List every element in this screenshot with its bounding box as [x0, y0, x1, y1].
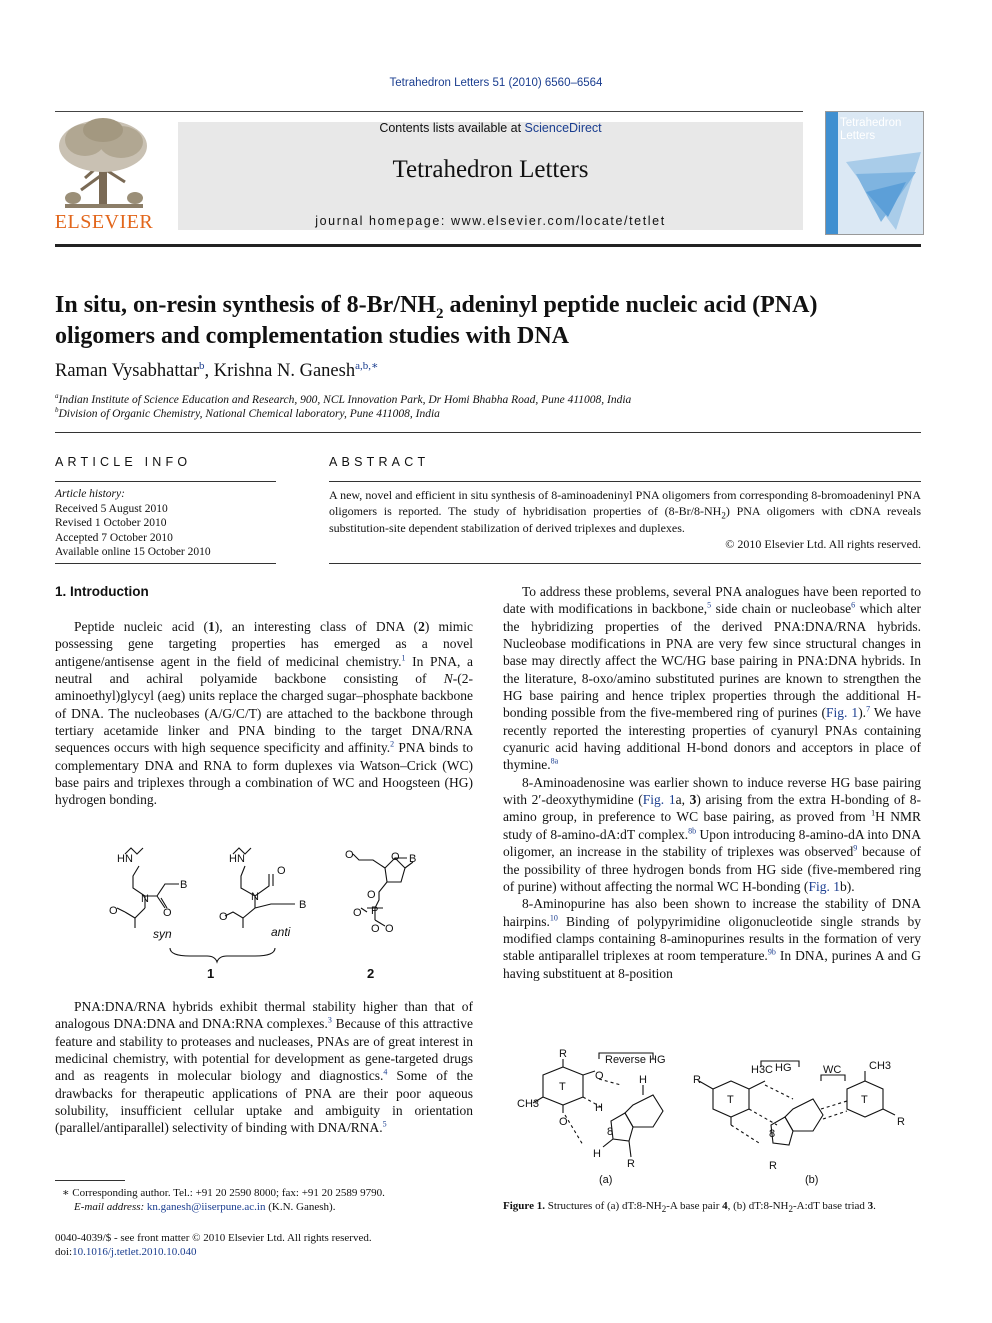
author-affiliation-ref[interactable]: a,b,∗	[355, 359, 379, 372]
figure-atom: H3C	[751, 1064, 774, 1076]
figure-atom: T	[727, 1094, 734, 1106]
figure-ref[interactable]: Fig. 1	[808, 878, 840, 894]
figure-atom: R	[693, 1074, 701, 1086]
citation-ref[interactable]: 8b	[688, 826, 697, 836]
citation-ref[interactable]: 9	[853, 843, 858, 853]
compound-number: 2	[367, 966, 375, 981]
citation-ref[interactable]: 5	[382, 1119, 387, 1129]
author-name: Raman Vysabhattar	[55, 361, 200, 381]
pna-dna-structures-icon	[95, 828, 435, 988]
scheme-label-syn: syn	[153, 927, 172, 941]
scheme-atom: O	[385, 923, 394, 935]
journal-homepage[interactable]: journal homepage: www.elsevier.com/locate/tetlet	[315, 214, 666, 228]
scheme-atom: N	[251, 891, 259, 903]
section-heading: 1. Introduction	[55, 584, 149, 599]
citation-ref[interactable]: 4	[383, 1067, 388, 1077]
scheme-atom: O	[353, 907, 362, 919]
citation-ref[interactable]: 5	[707, 600, 712, 610]
figure-ref[interactable]: Fig. 1	[642, 792, 676, 808]
citation-ref[interactable]: 10	[549, 913, 558, 923]
article-title: In situ, on-resin synthesis of $8-Br/NH_2$ adeninyl peptide nucleic acid (PNA) oligomers and complementation studies with DNA	[55, 292, 818, 349]
scheme-atom: O	[163, 907, 172, 919]
scheme-atom: N	[141, 893, 149, 905]
figure-atom: H	[595, 1102, 603, 1114]
affiliation-a: $^a$Indian Institute of Science Education and Research, 900, NCL Innovation Park, Dr Homi Bhabha Road, Pune 411008, India	[55, 392, 632, 406]
body-paragraphs: To address these problems, several PNA analogues have been reported to date with modifications in backbone,$^5$ side chain or nucleobase$^6$ which alter the hybridizing properties of the derived PNA:DNA/RNA hybrids. Nucleobase modifications in PNA are very few since structural changes in base may directly affect the WC/HG base pairing in PNA:DNA hybrids. In the literature, 8-oxo/amino substituted purines are known to strengthen the HG base pairing and hence triplex properties through the additional H-bonding possible from the five-membered ring of purines (Fig. 1).$^7$ We have recently reported the interesting properties of cyanuryl PNAs containing cyanuric acid having additional H-bond donors and acceptors in place of thymine.$^{8a}$ 8-Aminoadenosine was earlier shown to induce reverse HG base pairing with 2′-deoxythymidine (Fig. 1a, 3) arising from the extra H-bonding of 8-amino group, in preference to WC base pairing, as proved from $^1$H NMR study of 8-amino-dA:dT complex.$^{8b}$ Upon introducing 8-amino-dA into DNA oligomer, an increase in the stability of triplexes was observed$^9$ because of the possibility of three hydrogen bonds from HG side (five-membered ring of purine) without affecting the normal WC H-bonding (Fig. 1b). 8-Aminopurine has also been shown to increase the stability of DNA hairpins.$^{10}$ Binding of polypyrimidine oligonucleotide single strands by modified clamps containing 8-aminopurines results in the formation of very stable antiparallel triplexes at room temperature.$^{9b}$ In DNA, purines A and G having substituent at 8-position	[503, 584, 922, 981]
abstract-text: A new, novel and efficient in situ synthesis of 8-aminoadeninyl PNA oligomers from corresponding 8-bromoadeninyl PNA oligomers is reported. The study of hybridisation properties of $(8-Br/8-NH_2)$ PNA oligomers with cDNA reveals substitution-site dependent stabilization of derived triplexes and duplexes. © 2010 Elsevier Ltd. All rights reserved.	[329, 488, 921, 552]
elsevier-wordmark: ELSEVIER	[54, 211, 154, 233]
figure-atom: R	[769, 1160, 777, 1172]
figure-atom: R	[559, 1048, 567, 1060]
scheme-structures	[95, 828, 435, 988]
scheme-atom: B	[409, 853, 417, 865]
citation-ref[interactable]: 1	[401, 653, 406, 663]
divider	[55, 432, 921, 433]
journal-cover	[825, 111, 924, 235]
email-link[interactable]: kn.ganesh@iiserpune.ac.in	[146, 1201, 266, 1213]
divider	[55, 481, 276, 482]
divider	[329, 563, 921, 564]
author-list: Raman Vysabhattar$^b$, Krishna N. Ganesh$^{a,b,∗}$	[55, 359, 379, 381]
figure-label-reverse-hg: Reverse HG	[605, 1054, 666, 1066]
citation-ref[interactable]: 8a	[550, 756, 559, 766]
scheme-atom: O	[277, 865, 286, 877]
intro-paragraph-2: PNA:DNA/RNA hybrids exhibit thermal stability higher than that of analogous DNA:DNA and DNA:RNA complexes.$^3$ Because of this attractive feature and stability to proteases and nucleases, PNAs are of great interest in medicinal chemistry, with potential for development as gene-targeted drugs and as reagents in molecular biology and diagnostics.$^4$ Some of the drawbacks for therapeutic applications of PNA are their poor aqueous solubility, insufficient cellular uptake and ambiguity in orientation (parallel/antiparallel) selectivity of binding with DNA/RNA.$^5$	[55, 999, 473, 1136]
divider	[55, 563, 276, 564]
cover-title	[840, 117, 901, 143]
scheme-atom: HN	[117, 853, 133, 865]
figure-atom: O	[559, 1116, 568, 1128]
figure-atom: CH3	[869, 1060, 892, 1072]
figure-label-a: (a)	[599, 1174, 613, 1186]
figure-label-wc: WC	[823, 1064, 842, 1076]
figure-atom: T	[861, 1094, 868, 1106]
contents-line: Contents lists available at ScienceDirect	[379, 121, 602, 135]
elsevier-logo	[45, 112, 163, 232]
figure-label-b: (b)	[805, 1174, 819, 1186]
figure-1-caption: Figure 1. Structures of (a) $dT:8-NH_2-A$ base pair 4, (b) $dT:8-NH_2-A:dT$ base triad 3.	[503, 1200, 876, 1215]
affiliation-b: $^b$Division of Organic Chemistry, National Chemical laboratory, Pune 411008, India	[55, 406, 440, 420]
figure-ref[interactable]: Fig. 1	[826, 705, 859, 721]
citation-ref[interactable]: 9b	[767, 947, 776, 957]
doi-line: doi:10.1016/j.tetlet.2010.10.040	[55, 1246, 197, 1258]
scheme-atom: O	[391, 851, 400, 863]
compound-number: 1	[207, 966, 215, 981]
abstract-heading: ABSTRACT	[329, 455, 430, 469]
journal-reference[interactable]: Tetrahedron Letters 51 (2010) 6560–6564	[389, 77, 603, 89]
footnote-rule	[55, 1180, 125, 1181]
header-bottom-rule	[55, 244, 921, 247]
citation-ref[interactable]: 3	[327, 1015, 332, 1025]
sciencedirect-link[interactable]: ScienceDirect	[524, 121, 602, 135]
issn-line: 0040-4039/$ - see front matter © 2010 Elsevier Ltd. All rights reserved.	[55, 1232, 372, 1244]
scheme-atom: O	[109, 905, 118, 917]
article-info-heading: ARTICLE INFO	[55, 455, 192, 469]
figure-atom: CH3	[517, 1098, 540, 1110]
footnote-corresponding: ∗ Corresponding author. Tel.: +91 20 2590 8000; fax: +91 20 2589 9790.	[62, 1187, 385, 1199]
scheme-atom: O	[219, 911, 228, 923]
figure-atom: 8	[607, 1126, 614, 1138]
author-affiliation-ref[interactable]: b	[199, 359, 205, 372]
base-pair-structures-icon	[503, 1045, 921, 1190]
figure-atom: O	[595, 1070, 604, 1082]
journal-name: Tetrahedron Letters	[392, 156, 589, 183]
scheme-atom: O	[345, 849, 354, 861]
figure-label-hg: HG	[775, 1062, 792, 1074]
article-history: Article history: Received 5 August 2010 Revised 1 October 2010 Accepted 7 October 2010 Available online 15 October 2010	[55, 488, 211, 559]
intro-paragraph-1: Peptide nucleic acid (1), an interesting class of DNA (2) mimic possessing gene targeting properties has emerged as a novel antigene/antisense agent in the field of medicinal chemistry.$^1$ In PNA, a neutral and achiral polyamide backbone consisting of N-(2-aminoethyl)glycyl (aeg) units replace the charged sugar–phosphate backbone of DNA. The nucleobases (A/G/C/T) are attached to the backbone through tertiary acetamide linker and PNA binding to the target DNA/RNA sequences occurs with high sequence specificity and affinity.$^2$ PNA binds to complementary DNA and RNA to form duplexes via Watson–Crick (WC) base pairs and triplexes through a combination of WC and Hoogsteen (HG) hydrogen bonding.	[55, 619, 474, 808]
header-top-rule	[55, 111, 803, 112]
scheme-label-anti: anti	[271, 925, 291, 939]
author-name: Krishna N. Ganesh	[213, 361, 356, 381]
citation-ref[interactable]: 6	[851, 600, 856, 610]
cover-title-line2: Letters	[840, 130, 876, 142]
figure-1	[503, 1045, 921, 1190]
figure-atom: 8	[769, 1128, 776, 1140]
figure-atom: T	[559, 1081, 566, 1093]
scheme-atom: P	[371, 905, 379, 917]
cover-title-line1: Tetrahedron	[840, 117, 902, 129]
doi-link[interactable]: 10.1016/j.tetlet.2010.10.040	[72, 1246, 197, 1258]
scheme-atom: B	[180, 879, 188, 891]
scheme-atom: HN	[229, 853, 245, 865]
figure-atom: R	[627, 1158, 635, 1170]
figure-atom: R	[897, 1116, 905, 1128]
citation-ref[interactable]: 2	[390, 739, 395, 749]
figure-atom: H	[639, 1074, 647, 1086]
scheme-atom: B	[299, 899, 307, 911]
figure-atom: H	[593, 1148, 601, 1160]
elsevier-tree-icon	[45, 112, 163, 216]
scheme-atom: O	[367, 889, 376, 901]
scheme-atom: O	[371, 923, 380, 935]
divider	[329, 481, 921, 482]
footnote-email: E-mail address: kn.ganesh@iiserpune.ac.in (K.N. Ganesh).	[74, 1201, 336, 1213]
citation-ref[interactable]: 7	[866, 704, 871, 714]
